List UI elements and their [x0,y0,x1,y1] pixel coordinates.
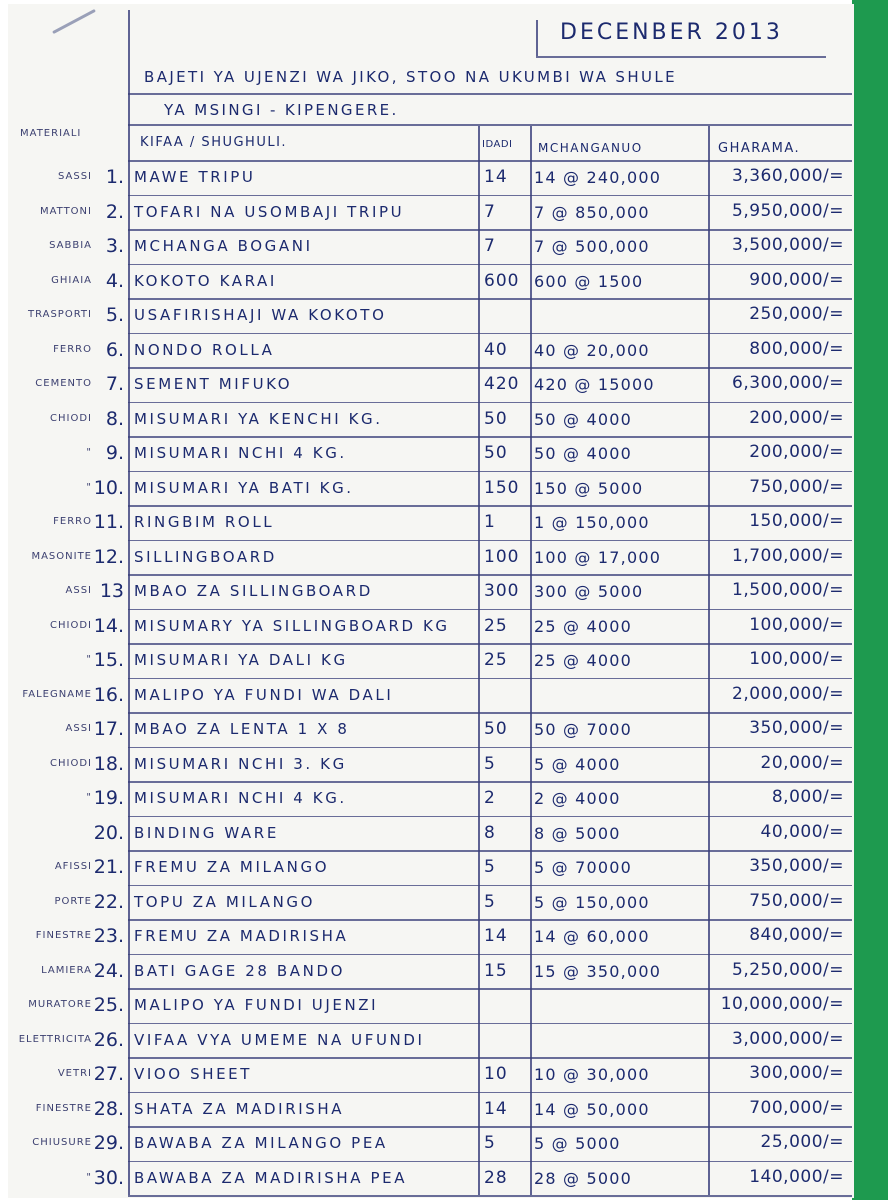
row-rule [128,574,852,576]
budget-title-line-2: YA MSINGI - KIPENGERE. [164,101,399,119]
row-quantity: 2 [484,788,496,808]
row-item-description: MISUMARI YA KENCHI KG. [134,409,383,428]
row-calculation: 14 @ 50,000 [534,1099,650,1119]
row-number: 2. [105,200,124,223]
row-calculation: 15 @ 350,000 [534,961,662,981]
row-calculation: 7 @ 850,000 [534,202,650,222]
row-cost: 10,000,000/= [720,994,844,1014]
row-cost: 900,000/= [749,269,844,290]
row-item-description: FREMU ZA MADIRISHA [134,927,349,945]
row-cost: 100,000/= [749,614,844,635]
row-quantity: 15 [484,960,508,981]
row-number: 14. [93,614,124,637]
row-rule [128,540,852,542]
row-number: 22. [93,890,124,913]
row-quantity: 14 [484,167,508,187]
row-quantity: 5 [484,857,496,877]
row-rule [128,471,852,473]
row-rule [128,1023,852,1025]
row-item-description: BATI GAGE 28 BANDO [134,961,346,980]
row-material-note: GHIAIA [51,274,92,286]
date-box-left-line [536,20,538,56]
row-cost: 1,500,000/= [732,580,844,600]
row-rule [128,1092,852,1094]
row-item-description: MALIPO YA FUNDI WA DALI [134,685,394,704]
row-item-description: MBAO ZA LENTA 1 X 8 [134,720,350,738]
row-calculation: 1 @ 150,000 [534,513,650,532]
row-material-note: PORTE [54,895,92,907]
row-number: 5. [105,304,124,326]
row-quantity: 50 [484,443,508,463]
row-item-description: MISUMARI NCHI 4 KG. [134,789,347,807]
row-item-description: MAWE TRIPU [134,168,256,186]
row-number: 27. [93,1063,124,1085]
row-cost: 6,300,000/= [732,373,844,393]
row-cost: 2,000,000/= [732,683,844,704]
row-cost: 300,000/= [749,1063,844,1083]
row-item-description: TOPU ZA MILANGO [134,892,316,911]
column-line-qty [478,126,480,1195]
row-rule [128,402,852,404]
row-material-note: ELETTRICITA [18,1033,92,1045]
row-number: 20. [93,821,124,844]
row-rule [128,678,852,680]
row-number: 26. [93,1028,124,1051]
row-calculation: 40 @ 20,000 [534,340,650,360]
date-box-bottom-line [536,56,826,58]
row-item-description: SHATA ZA MADIRISHA [134,1099,345,1118]
row-number: 30. [93,1166,124,1189]
row-number: 19. [93,787,124,809]
row-quantity: 28 [484,1167,508,1188]
column-line-calc [530,126,532,1195]
row-cost: 5,950,000/= [732,200,844,221]
row-item-description: MISUMARI YA BATI KG. [134,478,354,497]
row-quantity: 7 [484,201,496,222]
row-material-note: MASONITE [31,550,92,562]
row-calculation: 5 @ 5000 [534,1134,621,1153]
row-rule [128,229,852,231]
row-rule [128,954,852,956]
row-material-note: CHIODI [50,412,92,424]
row-calculation: 25 @ 4000 [534,651,633,670]
row-rule [128,781,852,783]
row-cost: 200,000/= [749,442,844,462]
row-material-note: VETRI [57,1068,92,1079]
row-quantity: 50 [484,408,508,429]
row-number: 23. [93,925,124,947]
row-cost: 350,000/= [749,856,844,876]
row-material-note: " [86,792,92,803]
row-material-note: AFISSI [54,861,92,872]
row-number: 13 [99,580,124,602]
row-cost: 750,000/= [749,476,844,497]
row-rule [128,436,852,438]
row-item-description: MISUMARI NCHI 4 KG. [134,444,347,462]
row-rule [128,195,852,197]
row-material-note: " [86,654,92,665]
green-background-edge [852,0,888,1200]
header-cost: GHARAMA. [718,141,801,156]
row-item-description: TOFARI NA USOMBAJI TRIPU [134,202,405,221]
row-cost: 8,000/= [771,787,844,807]
row-quantity: 25 [484,650,508,670]
row-cost: 250,000/= [749,304,844,324]
header-calc: MCHANGANUO [538,141,643,155]
row-number: 9. [105,442,124,464]
row-rule [128,712,852,714]
header-qty: IDADI [482,139,513,150]
row-item-description: SILLINGBOARD [134,547,277,566]
row-material-note: FERRO [53,343,92,355]
row-calculation: 50 @ 4000 [534,444,633,463]
row-material-note: FINESTRE [35,930,92,941]
row-number: 25. [93,994,124,1016]
row-rule [128,816,852,818]
row-rule [128,919,852,921]
row-calculation: 10 @ 30,000 [534,1065,650,1084]
row-quantity: 50 [484,719,508,739]
row-rule [128,264,852,266]
row-item-description: FREMU ZA MILANGO [134,858,330,876]
row-calculation: 25 @ 4000 [534,616,633,636]
header-bottom-line [128,160,852,162]
header-item: KIFAA / SHUGHULI. [140,135,288,150]
row-item-description: RINGBIM ROLL [134,513,275,531]
row-rule [128,1195,852,1197]
row-calculation: 28 @ 5000 [534,1168,633,1188]
row-calculation: 7 @ 500,000 [534,237,650,256]
row-item-description: BINDING WARE [134,823,279,842]
row-number: 12. [93,545,124,568]
header-material: MATERIALI [20,128,82,139]
title-underline-1 [128,93,852,95]
row-number: 28. [93,1097,124,1120]
row-material-note: " [86,1171,92,1183]
row-material-note: FINESTRE [35,1102,92,1114]
row-quantity: 8 [484,822,496,843]
row-rule [128,505,852,507]
row-quantity: 1 [484,512,496,532]
row-calculation: 300 @ 5000 [534,582,644,601]
row-number: 16. [93,683,124,706]
row-material-note: ASSI [65,723,92,734]
row-item-description: MISUMARY YA SILLINGBOARD KG [134,616,450,635]
row-material-note: LAMIERA [41,964,92,976]
row-calculation: 14 @ 240,000 [534,168,662,187]
row-cost: 5,250,000/= [732,959,844,980]
row-quantity: 600 [484,270,520,291]
row-quantity: 5 [484,1133,496,1153]
row-calculation: 100 @ 17,000 [534,547,662,567]
row-cost: 3,000,000/= [732,1028,844,1049]
row-calculation: 14 @ 60,000 [534,927,650,946]
row-cost: 840,000/= [749,925,844,945]
row-cost: 150,000/= [749,511,844,531]
row-rule [128,1161,852,1163]
row-quantity: 40 [484,339,508,360]
row-material-note: MURATORE [28,999,92,1010]
row-number: 4. [105,269,124,292]
row-material-note: " [86,447,92,458]
row-quantity: 5 [484,891,496,912]
row-number: 15. [93,649,124,671]
row-material-note: CHIODI [50,619,92,631]
row-number: 21. [93,856,124,878]
row-cost: 40,000/= [760,821,844,842]
row-quantity: 420 [484,374,520,394]
row-item-description: MCHANGA BOGANI [134,237,313,255]
row-number: 7. [105,373,124,395]
row-item-description: VIFAA VYA UMEME NA UFUNDI [134,1030,425,1049]
row-material-note: TRASPORTI [27,309,92,320]
row-rule [128,988,852,990]
row-item-description: VIOO SHEET [134,1065,252,1083]
row-quantity: 300 [484,581,520,601]
row-calculation: 600 @ 1500 [534,271,644,291]
row-quantity: 5 [484,753,496,774]
row-rule [128,609,852,611]
row-item-description: MISUMARI NCHI 3. KG [134,754,347,773]
row-cost: 3,360,000/= [732,166,844,186]
row-rule [128,367,852,369]
row-item-description: SEMENT MIFUKO [134,375,293,393]
row-number: 17. [93,718,124,740]
row-quantity: 14 [484,1098,508,1119]
row-rule [128,1126,852,1128]
row-rule [128,1057,852,1059]
row-rule [128,747,852,749]
row-material-note: MATTONI [39,205,92,217]
date-label: DECENBER 2013 [560,20,783,45]
row-material-note: FALEGNAME [22,688,92,700]
row-cost: 350,000/= [749,718,844,738]
row-calculation: 50 @ 7000 [534,720,633,739]
row-cost: 140,000/= [749,1166,844,1187]
row-quantity: 14 [484,926,508,946]
row-calculation: 5 @ 150,000 [534,892,650,912]
row-cost: 25,000/= [760,1132,844,1152]
row-rule [128,885,852,887]
row-cost: 1,700,000/= [732,545,844,566]
title-underline-2 [128,124,852,126]
row-calculation: 2 @ 4000 [534,789,621,808]
row-number: 24. [93,959,124,982]
row-material-note: ASSI [65,585,92,596]
row-material-note: CEMENTO [35,378,92,389]
row-item-description: BAWABA ZA MILANGO PEA [134,1134,388,1152]
row-quantity: 150 [484,477,520,498]
row-cost: 100,000/= [749,649,844,669]
row-material-note: SABBIA [49,240,92,251]
row-material-note: SASSI [57,171,92,182]
row-cost: 20,000/= [760,752,844,773]
column-line-cost [708,126,710,1195]
row-cost: 200,000/= [749,407,844,428]
row-quantity: 25 [484,615,508,636]
row-number: 11. [93,511,124,533]
row-cost: 700,000/= [749,1097,844,1118]
row-quantity: 10 [484,1064,508,1084]
row-material-note: FERRO [53,516,92,527]
row-number: 18. [93,752,124,775]
row-rule [128,298,852,300]
row-material-note: CHIODI [50,757,92,769]
row-item-description: MBAO ZA SILLINGBOARD [134,582,373,600]
margin-line [128,10,130,1195]
row-calculation: 5 @ 70000 [534,858,633,877]
row-calculation: 150 @ 5000 [534,478,644,498]
row-number: 1. [105,166,124,188]
row-rule [128,333,852,335]
row-calculation: 5 @ 4000 [534,754,621,774]
row-item-description: MALIPO YA FUNDI UJENZI [134,996,379,1014]
row-calculation: 50 @ 4000 [534,409,633,429]
row-cost: 750,000/= [749,890,844,911]
row-number: 8. [105,407,124,430]
row-number: 3. [105,235,124,257]
row-item-description: KOKOTO KARAI [134,271,277,290]
budget-title-line-1: BAJETI YA UJENZI WA JIKO, STOO NA UKUMBI WA SHULE [144,68,678,86]
row-item-description: USAFIRISHAJI WA KOKOTO [134,306,387,324]
row-cost: 3,500,000/= [732,235,844,255]
row-cost: 800,000/= [749,338,844,359]
row-quantity: 7 [484,236,496,256]
row-item-description: BAWABA ZA MADIRISHA PEA [134,1168,408,1187]
row-rule [128,643,852,645]
row-number: 29. [93,1132,124,1154]
row-calculation: 8 @ 5000 [534,823,621,843]
row-rule [128,850,852,852]
row-calculation: 420 @ 15000 [534,375,655,394]
row-material-note: CHIUSURE [32,1137,92,1148]
row-item-description: NONDO ROLLA [134,340,275,359]
row-material-note: " [86,481,92,493]
row-number: 6. [105,338,124,361]
row-quantity: 100 [484,546,520,567]
row-number: 10. [93,476,124,499]
row-item-description: MISUMARI YA DALI KG [134,651,348,669]
